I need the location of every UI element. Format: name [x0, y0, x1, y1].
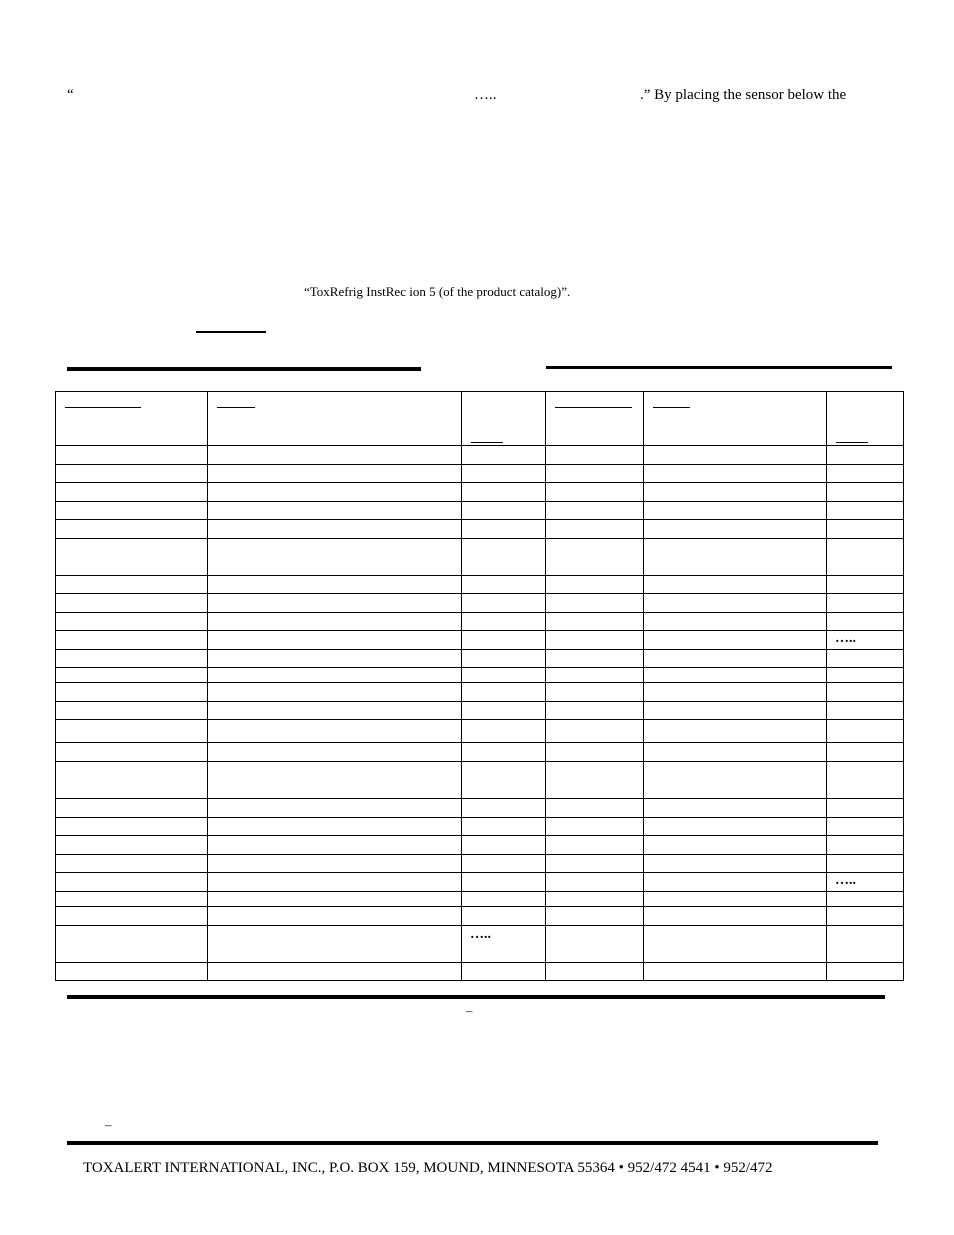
left-section-rule: [67, 367, 421, 371]
table-cell: [56, 465, 208, 483]
table-cell: [56, 855, 208, 873]
table-cell: [644, 446, 827, 465]
table-cell: [827, 650, 904, 668]
table-row: [56, 762, 904, 799]
table-row: [56, 963, 904, 981]
table-cell: [644, 613, 827, 631]
table-cell: [462, 818, 546, 836]
table-cell: [56, 576, 208, 594]
center-dash: –: [466, 1003, 473, 1018]
table-cell: [208, 762, 462, 799]
table-cell: [827, 799, 904, 818]
catalog-reference: “ToxRefrig InstRec ion 5 (of the product catalog)”.: [304, 284, 571, 299]
footer-company-line: TOXALERT INTERNATIONAL, INC., P.O. BOX 159, MOUND, MINNESOTA 55364 • 952/472 4541 • 952/472: [83, 1160, 773, 1176]
table-cell: [546, 743, 644, 762]
table-row: [56, 926, 904, 963]
table-cell: [546, 613, 644, 631]
table-cell: [827, 594, 904, 613]
table-cell: [644, 465, 827, 483]
table-cell: [208, 613, 462, 631]
table-cell: [462, 668, 546, 683]
table-cell: [56, 520, 208, 539]
table-row: [56, 594, 904, 613]
table-cell: [462, 631, 546, 650]
table-row: [56, 907, 904, 926]
table-cell: [208, 631, 462, 650]
table-cell: [56, 650, 208, 668]
table-cell: [546, 483, 644, 502]
table-cell: [546, 836, 644, 855]
table-cell: [546, 892, 644, 907]
table-cell: [827, 743, 904, 762]
table-cell: [208, 702, 462, 720]
table-cell: [56, 483, 208, 502]
table-row: [56, 520, 904, 539]
table-cell: [546, 502, 644, 520]
table-row: [56, 855, 904, 873]
header-underline: [653, 407, 690, 408]
table-cell: [827, 683, 904, 702]
table-cell: [462, 926, 546, 963]
table-cell: [56, 594, 208, 613]
table-cell: [208, 683, 462, 702]
table-cell: [208, 907, 462, 926]
table-cell: [827, 762, 904, 799]
table-cell: [546, 446, 644, 465]
table-cell: [462, 520, 546, 539]
table-cell: [56, 762, 208, 799]
header-underline: [217, 407, 255, 408]
table-row: [56, 683, 904, 702]
table-cell: [827, 668, 904, 683]
header-underline: [471, 442, 503, 443]
table-cell: [827, 926, 904, 963]
table-cell: [208, 926, 462, 963]
table-row: [56, 446, 904, 465]
table-cell: [56, 613, 208, 631]
table-cell: [827, 446, 904, 465]
table-cell: [827, 520, 904, 539]
table-cell: [546, 855, 644, 873]
table-cell: [644, 743, 827, 762]
table-cell: [644, 963, 827, 981]
table-cell: [644, 926, 827, 963]
header-cell-2: [208, 392, 462, 446]
table-cell: [546, 576, 644, 594]
table-cell: [56, 702, 208, 720]
table-cell: [827, 465, 904, 483]
table-cell: [644, 799, 827, 818]
table-cell: [462, 465, 546, 483]
table-cell: [827, 483, 904, 502]
table-cell: [546, 683, 644, 702]
ellipsis-text: …..: [474, 87, 497, 103]
table-cell: [56, 873, 208, 892]
ellipsis-mark: …..: [835, 873, 856, 888]
table-cell: [208, 743, 462, 762]
table-cell: [827, 818, 904, 836]
table-cell: [462, 539, 546, 576]
table-cell: [462, 594, 546, 613]
table-cell: [462, 855, 546, 873]
table-cell: [546, 963, 644, 981]
table-cell: [462, 576, 546, 594]
table-cell: [462, 907, 546, 926]
table-cell: [546, 520, 644, 539]
table-cell: [56, 668, 208, 683]
table-cell: [462, 483, 546, 502]
table-cell: [208, 446, 462, 465]
table-cell: [462, 836, 546, 855]
table-row: [56, 668, 904, 683]
table-cell: [208, 576, 462, 594]
table-cell: [208, 539, 462, 576]
table-row: [56, 702, 904, 720]
table-cell: [462, 963, 546, 981]
header-cell-1: [56, 392, 208, 446]
table-row: [56, 576, 904, 594]
table-cell: [644, 668, 827, 683]
table-cell: [462, 446, 546, 465]
table-cell: [546, 762, 644, 799]
table-cell: [56, 743, 208, 762]
table-cell: [208, 594, 462, 613]
table-cell: [546, 539, 644, 576]
table-cell: [546, 631, 644, 650]
table-cell: [644, 762, 827, 799]
table-cell: [208, 650, 462, 668]
table-cell: [208, 483, 462, 502]
table-cell: [56, 818, 208, 836]
table-cell: [56, 892, 208, 907]
table-cell: [208, 892, 462, 907]
table-cell: [644, 650, 827, 668]
table-cell: [56, 926, 208, 963]
table-cell: [208, 799, 462, 818]
table-cell: [462, 743, 546, 762]
table-row: [56, 743, 904, 762]
table-row: [56, 836, 904, 855]
table-row: [56, 631, 904, 650]
ellipsis-mark: …..: [470, 927, 491, 942]
table-cell: [644, 855, 827, 873]
header-underline: [65, 407, 141, 408]
table-cell: [56, 907, 208, 926]
table-row: [56, 483, 904, 502]
table-cell: [644, 873, 827, 892]
table-cell: [827, 836, 904, 855]
header-underline: [555, 407, 632, 408]
table-row: [56, 873, 904, 892]
table-cell: [546, 594, 644, 613]
table-cell: [827, 576, 904, 594]
table-cell: [462, 762, 546, 799]
table-cell: [644, 818, 827, 836]
header-cell-5: [644, 392, 827, 446]
table-cell: [462, 873, 546, 892]
table-cell: [644, 502, 827, 520]
header-cell-3: [462, 392, 546, 446]
table-cell: [827, 907, 904, 926]
table-cell: [644, 631, 827, 650]
left-dash: –: [105, 1117, 112, 1132]
table-cell: [56, 502, 208, 520]
table-cell: [827, 892, 904, 907]
table-cell: [644, 683, 827, 702]
table-cell: [644, 576, 827, 594]
ellipsis-mark: …..: [835, 631, 856, 646]
table-cell: [208, 873, 462, 892]
table-cell: [546, 818, 644, 836]
table-cell: [827, 873, 904, 892]
table-cell: [546, 650, 644, 668]
table-cell: [644, 892, 827, 907]
table-cell: [644, 907, 827, 926]
table-cell: [208, 836, 462, 855]
table-cell: [644, 702, 827, 720]
table-cell: [56, 683, 208, 702]
table-cell: [546, 720, 644, 743]
table-cell: [208, 855, 462, 873]
table-cell: [56, 446, 208, 465]
table-cell: [56, 799, 208, 818]
table-cell: [462, 702, 546, 720]
table-cell: [827, 631, 904, 650]
table-cell: [827, 963, 904, 981]
table-cell: [56, 836, 208, 855]
table-cell: [56, 539, 208, 576]
right-section-rule: [546, 366, 892, 369]
bottom-section-rule: [67, 995, 885, 999]
table-cell: [546, 907, 644, 926]
table-cell: [462, 650, 546, 668]
table-row: [56, 650, 904, 668]
table-cell: [644, 594, 827, 613]
table-cell: [462, 799, 546, 818]
table-cell: [56, 720, 208, 743]
table-row: [56, 539, 904, 576]
table-cell: [208, 963, 462, 981]
table-cell: [546, 799, 644, 818]
table-cell: [208, 720, 462, 743]
table-cell: [827, 539, 904, 576]
table-cell: [827, 855, 904, 873]
table-row: [56, 892, 904, 907]
table-cell: [644, 720, 827, 743]
table-cell: [462, 502, 546, 520]
table-row: [56, 720, 904, 743]
header-underline: [836, 442, 868, 443]
table-cell: [56, 963, 208, 981]
table-cell: [644, 520, 827, 539]
table-cell: [546, 465, 644, 483]
table-cell: [208, 520, 462, 539]
header-cell-4: [546, 392, 644, 446]
table-cell: [462, 613, 546, 631]
table-cell: [462, 892, 546, 907]
table-cell: [462, 720, 546, 743]
table-cell: [644, 483, 827, 502]
short-underline: [196, 331, 266, 333]
table-cell: [208, 465, 462, 483]
footer-rule: [67, 1141, 878, 1145]
sensor-placement-text: .” By placing the sensor below the: [640, 87, 847, 103]
table-cell: [827, 502, 904, 520]
header-cell-6: [827, 392, 904, 446]
table-cell: [208, 668, 462, 683]
table-cell: [208, 502, 462, 520]
table-cell: [462, 683, 546, 702]
table-cell: [644, 836, 827, 855]
table-cell: [546, 668, 644, 683]
table-cell: [546, 702, 644, 720]
table-row: [56, 818, 904, 836]
table-cell: [56, 631, 208, 650]
table-cell: [827, 720, 904, 743]
table-cell: [546, 873, 644, 892]
table-row: [56, 799, 904, 818]
table-row: [56, 502, 904, 520]
table-cell: [827, 613, 904, 631]
opening-quote: “: [67, 87, 74, 103]
table-cell: [644, 539, 827, 576]
data-grid-table: [55, 391, 904, 981]
table-row: [56, 465, 904, 483]
table-cell: [827, 702, 904, 720]
table-row: [56, 613, 904, 631]
table-header-row: [56, 392, 904, 446]
table-cell: [546, 926, 644, 963]
table-cell: [208, 818, 462, 836]
